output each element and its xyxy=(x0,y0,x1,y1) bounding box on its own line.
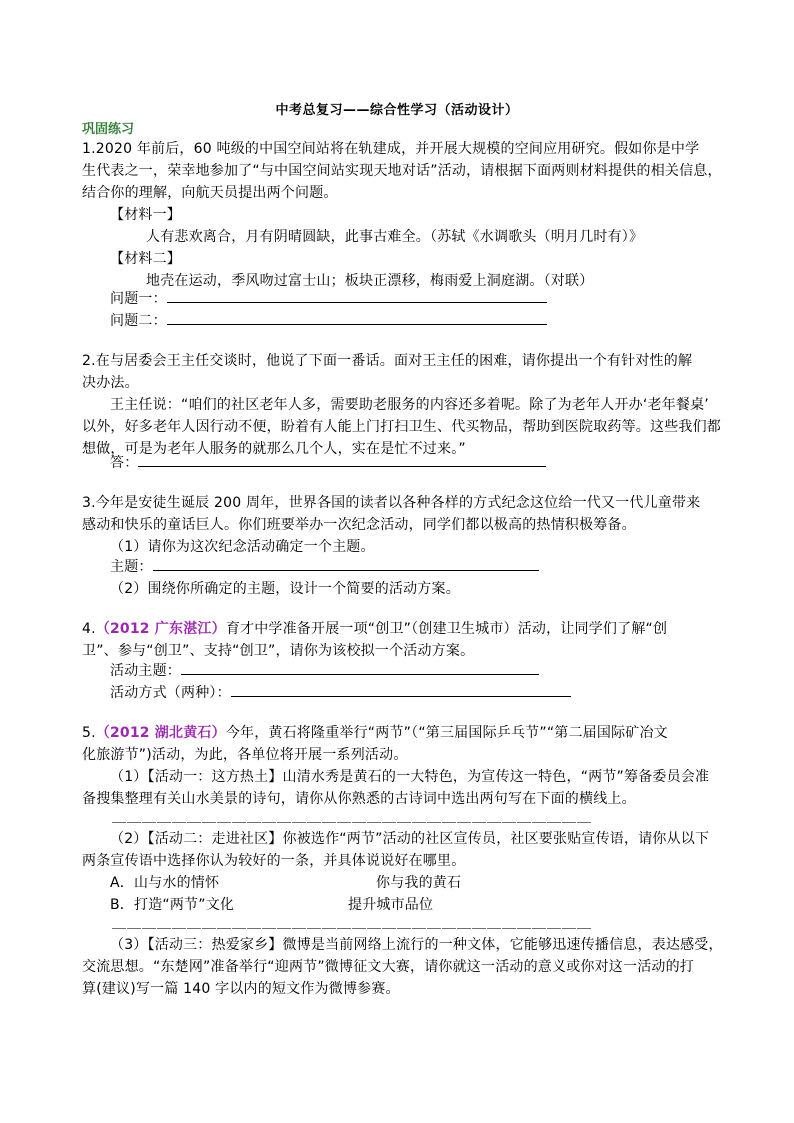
page-title: 中考总复习——综合性学习（活动设计） xyxy=(275,103,519,118)
q5-option-a-part2: 你与我的黄石 xyxy=(376,875,462,891)
q3-theme-row xyxy=(110,556,742,578)
q5-source: （2012 湖北黄石） xyxy=(95,725,226,741)
q1-question1-answer-line[interactable] xyxy=(167,288,547,303)
q1-text-line: 结合你的理解，向航天员提出两个问题。 xyxy=(82,185,338,201)
q5-activity1-line: （1）【活动一：这方热土】山清水秀是黄石的一大特色，为宣传这一特色，“两节”筹备委员会准 xyxy=(110,769,710,785)
q1-question2-answer-line[interactable] xyxy=(167,310,547,325)
q1-question1-label: 问题一： xyxy=(110,291,167,307)
q4-text-line xyxy=(82,618,714,640)
q1-material1-label: 【材料一】 xyxy=(110,207,181,223)
q5-text-line xyxy=(82,722,714,744)
q2-answer-row xyxy=(110,452,742,474)
q5-option-b-part1: B．打造“两节”文化 xyxy=(110,897,235,913)
q4-mode-label: 活动方式（两种）： xyxy=(110,685,231,701)
q1-question1-row xyxy=(110,288,742,310)
q4-theme-label: 活动主题： xyxy=(110,663,181,679)
q1-material2-text: 地壳在运动，季风吻过富士山；板块正漂移，梅雨爱上洞庭湖。（对联） xyxy=(146,273,594,289)
q5-number: 5. xyxy=(82,725,96,741)
q5-activity3-line: 交流思想。“东楚网”准备举行“迎两节”微博征文大赛，请你就这一活动的意义或你对这一活动的打 xyxy=(82,959,695,975)
q5-activity1-answer-line[interactable]: ＿＿＿＿＿＿＿＿＿＿＿＿＿＿＿＿＿＿＿＿＿＿＿＿＿＿＿＿＿＿＿＿ xyxy=(112,809,592,825)
q4-theme-row xyxy=(110,660,742,682)
q1-text-line: 1.2020 年前后，60 吨级的中国空间站将在轨建成，并开展大规模的空间应用研究。假如你是中学 xyxy=(82,141,700,157)
q5-activity1-line: 备搜集整理有关山水美景的诗句，请你从你熟悉的古诗词中选出两句写在下面的横线上。 xyxy=(82,791,636,807)
q3-sub1: （1）请你为这次纪念活动确定一个主题。 xyxy=(110,539,375,555)
q3-text-line: 3.今年是安徒生诞辰 200 周年，世界各国的读者以各种各样的方式纪念这位给一代又一代儿童带来 xyxy=(82,495,701,511)
q1-text-line: 生代表之一，荣幸地参加了“与中国空间站实现天地对话”活动，请根据下面两则材料提供的相关信息， xyxy=(82,163,722,179)
q3-sub2: （2）围绕你所确定的主题，设计一个简要的活动方案。 xyxy=(110,581,460,597)
q1-material1-text: 人有悲欢离合，月有阴晴圆缺，此事古难全。（苏轼《水调歌头（明月几时有）》 xyxy=(146,229,644,245)
q4-mode-answer-line[interactable] xyxy=(231,682,571,697)
q3-theme-answer-line[interactable] xyxy=(153,556,539,571)
q1-question2-label: 问题二： xyxy=(110,313,167,329)
q5-activity3-line: 算(建议)写一篇 140 字以内的短文作为微博参赛。 xyxy=(82,981,400,997)
q5-activity3-line: （3）【活动三：热爱家乡】微博是当前网络上流行的一种文体，它能够迅速传播信息，表达感受， xyxy=(110,937,723,953)
q3-theme-label: 主题： xyxy=(110,559,153,575)
q2-quote-line: 王主任说：“咱们的社区老年人多，需要助老服务的内容还多着呢。除了为老年人开办‘老年餐桌’ xyxy=(110,397,709,413)
q5-line1-rest: 今年，黄石将隆重举行“两节”（“第三届国际乒乓节”“第二届国际矿冶文 xyxy=(225,725,668,741)
q5-option-a-part1: A．山与水的情怀 xyxy=(110,875,220,891)
q4-text-line: 卫”、参与“创卫”、支持“创卫”，请你为该校拟一个活动方案。 xyxy=(82,643,475,659)
q5-activity2-answer-line[interactable]: ＿＿＿＿＿＿＿＿＿＿＿＿＿＿＿＿＿＿＿＿＿＿＿＿＿＿＿＿＿＿＿＿ xyxy=(112,915,592,931)
q4-mode-row xyxy=(110,682,742,704)
q2-quote-line: 以外，好多老年人因行动不便，盼着有人能上门打扫卫生、代买物品，帮助到医院取药等。这些我们都 xyxy=(82,419,721,435)
q5-text-line: 化旅游节”)活动，为此，各单位将开展一系列活动。 xyxy=(82,747,408,763)
q3-text-line: 感动和快乐的童话巨人。你们班要举办一次纪念活动，同学们都以极高的热情积极筹备。 xyxy=(82,517,636,533)
q2-text-line: 决办法。 xyxy=(82,375,139,391)
q2-text-line: 2.在与居委会王主任交谈时，他说了下面一番话。面对王主任的困难，请你提出一个有针对性的解 xyxy=(82,353,693,369)
q5-option-b-part2: 提升城市品位 xyxy=(348,897,434,913)
q2-answer-label: 答： xyxy=(110,455,139,471)
q1-question2-row xyxy=(110,310,742,332)
q2-answer-line[interactable] xyxy=(138,452,546,467)
q5-activity2-line: 两条宣传语中选择你认为较好的一条，并具体说说好在哪里。 xyxy=(82,853,466,869)
q5-activity2-line: （2）【活动二：走进社区】你被选作“两节”活动的社区宣传员，社区要张贴宣传语，请你从以下 xyxy=(110,831,710,847)
q4-source: （2012 广东湛江） xyxy=(95,621,226,637)
q1-material2-label: 【材料二】 xyxy=(110,251,181,267)
q2-quote-line: 想做，可是为老年人服务的就那么几个人，实在是忙不过来。” xyxy=(82,441,466,457)
q4-line1-rest: 育才中学准备开展一项“创卫”（创建卫生城市）活动，让同学们了解“创 xyxy=(225,621,668,637)
section-heading: 巩固练习 xyxy=(82,122,135,137)
q4-theme-answer-line[interactable] xyxy=(181,660,539,675)
q4-number: 4. xyxy=(82,621,96,637)
